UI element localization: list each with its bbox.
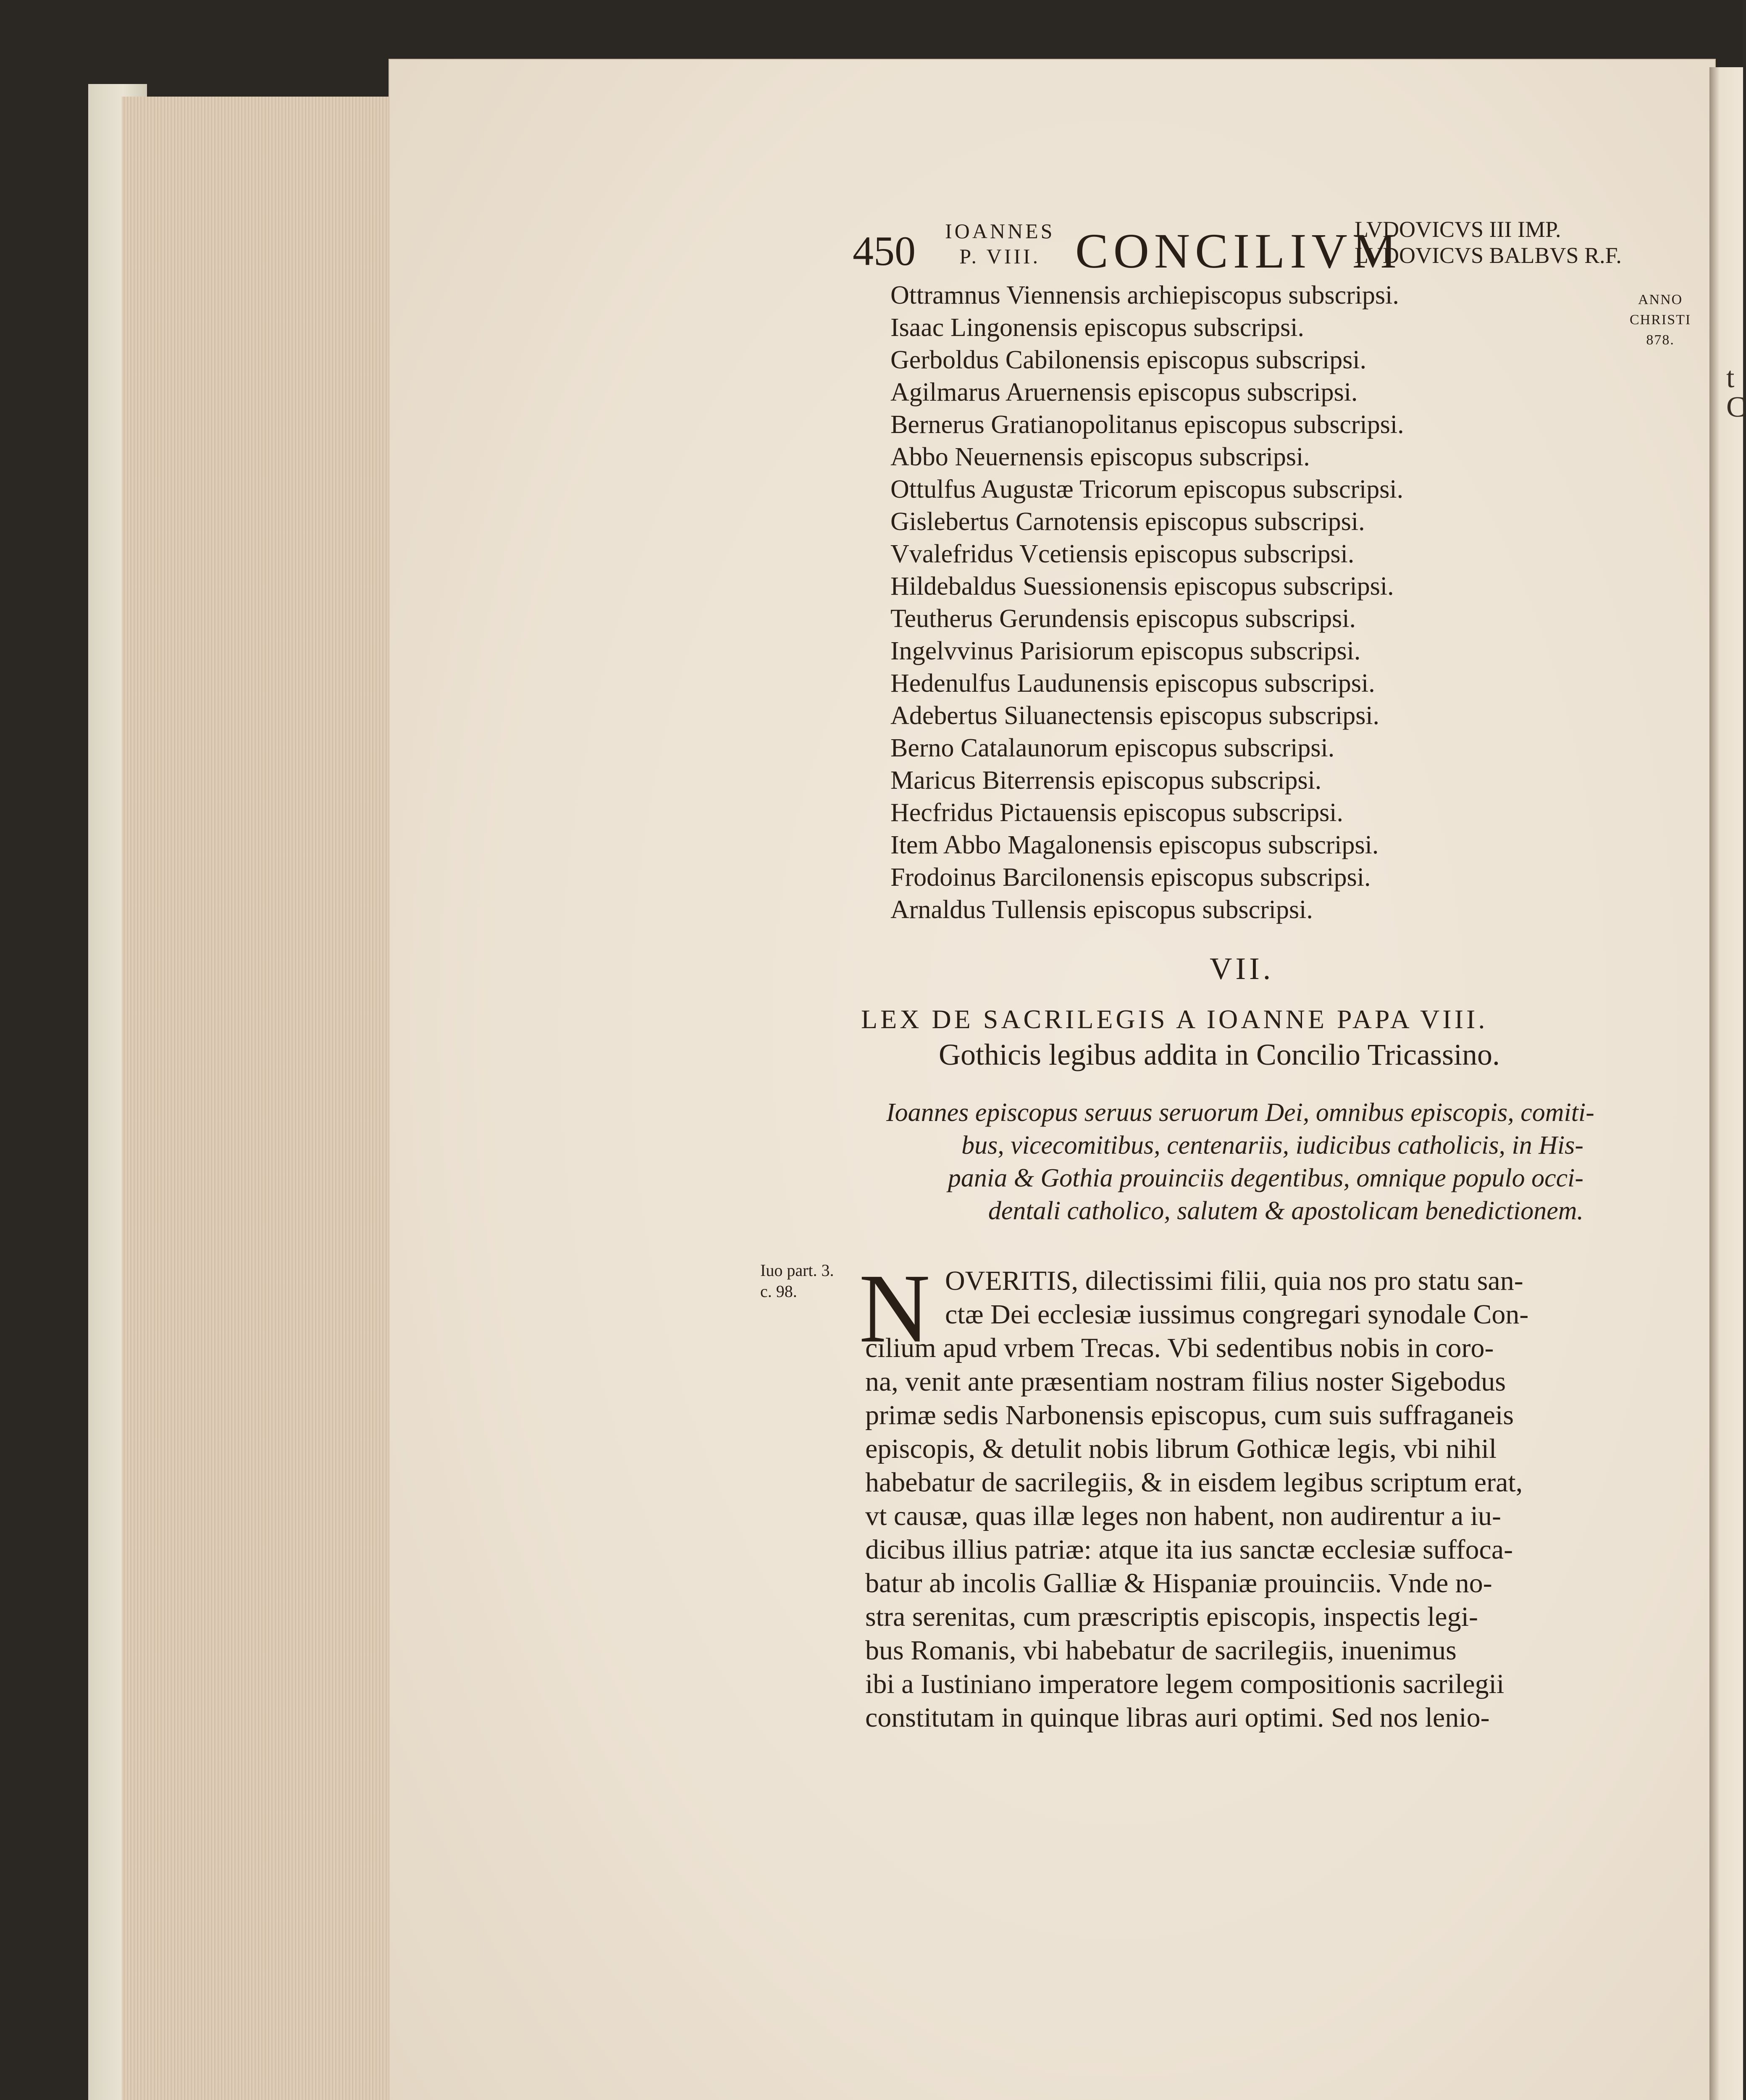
- address-line: dentali catholico, salutem & apostolicam benedictionem.: [988, 1197, 1583, 1225]
- signature-line: Adebertus Siluanectensis episcopus subscripsi.: [890, 701, 1380, 730]
- signature-line: Arnaldus Tullensis episcopus subscripsi.: [890, 895, 1313, 924]
- section-subtitle: Gothicis legibus addita in Concilio Tricassino.: [939, 1038, 1500, 1071]
- running-head-right-line1: LVDOVICVS III IMP.: [1355, 217, 1561, 242]
- body-line: batur ab incolis Galliæ & Hispaniæ prouinciis. Vnde no-: [865, 1568, 1492, 1599]
- address-line: Ioannes episcopus seruus seruorum Dei, omnibus episcopis, comiti-: [886, 1098, 1594, 1127]
- signature-line: Abbo Neuernensis episcopus subscripsi.: [890, 443, 1310, 471]
- signature-line: Teutherus Gerundensis episcopus subscripsi.: [890, 604, 1356, 633]
- signature-line: Hildebaldus Suessionensis episcopus subscripsi.: [890, 572, 1394, 601]
- body-line: ctæ Dei ecclesiæ iussimus congregari synodale Con-: [945, 1299, 1529, 1330]
- running-head-right-line2: LVDOVICVS BALBVS R.F.: [1355, 243, 1622, 268]
- margin-year-line1: ANNO: [1638, 292, 1683, 307]
- facing-page-sliver: [1709, 67, 1746, 2100]
- margin-year-line3: 878.: [1646, 332, 1675, 348]
- page-number: 450: [853, 228, 916, 274]
- margin-reference: [760, 1260, 834, 1302]
- body-line: habebatur de sacrilegiis, & in eisdem legibus scriptum erat,: [865, 1467, 1523, 1498]
- running-head-right: [1355, 216, 1622, 268]
- address-line: pania & Gothia prouinciis degentibus, omnique populo occi-: [948, 1164, 1583, 1192]
- signature-line: Vvalefridus Vcetiensis episcopus subscripsi.: [890, 540, 1355, 568]
- signature-line: Item Abbo Magalonensis episcopus subscripsi.: [890, 831, 1379, 859]
- running-head-left-line1: IOANNES: [945, 219, 1055, 243]
- body-line: constitutam in quinque libras auri optimi. Sed nos lenio-: [865, 1702, 1490, 1733]
- running-head-title: CONCILIVM: [1075, 223, 1402, 278]
- body-line: stra serenitas, cum præscriptis episcopis, inspectis legi-: [865, 1601, 1478, 1632]
- body-line: episcopis, & detulit nobis librum Gothicæ legis, vbi nihil: [865, 1433, 1497, 1464]
- running-head-left: [945, 218, 1055, 269]
- papal-address: [886, 1096, 1594, 1227]
- signature-line: Bernerus Gratianopolitanus episcopus subscripsi.: [890, 410, 1404, 439]
- drop-cap: N: [859, 1254, 930, 1363]
- section-number: VII.: [1210, 952, 1274, 986]
- signature-line: Isaac Lingonensis episcopus subscripsi.: [890, 313, 1304, 342]
- body-paragraph: [865, 1264, 1528, 1735]
- signature-line: Ottulfus Augustæ Tricorum episcopus subscripsi.: [890, 475, 1404, 504]
- section-title: LEX DE SACRILEGIS A IOANNE PAPA VIII.: [861, 1004, 1488, 1034]
- stacked-page-edges: [122, 97, 392, 2100]
- margin-reference-line1: Iuo part. 3.: [760, 1261, 834, 1280]
- signature-list: [890, 279, 1404, 926]
- signature-line: Gerboldus Cabilonensis episcopus subscripsi.: [890, 346, 1367, 374]
- body-line: vt causæ, quas illæ leges non habent, non audirentur a iu-: [865, 1501, 1502, 1531]
- body-line: ibi a Iustiniano imperatore legem compositionis sacrilegii: [865, 1669, 1504, 1699]
- margin-year-line2: CHRISTI: [1630, 312, 1691, 328]
- body-line: bus Romanis, vbi habebatur de sacrilegiis, inuenimus: [865, 1635, 1457, 1666]
- signature-line: Hedenulfus Laudunensis episcopus subscripsi.: [890, 669, 1375, 698]
- signature-line: Hecfridus Pictauensis episcopus subscripsi.: [890, 798, 1343, 827]
- signature-line: Ottramnus Viennensis archiepiscopus subscripsi.: [890, 281, 1399, 310]
- facing-page-letter: C: [1726, 391, 1746, 423]
- margin-year-note: [1630, 290, 1691, 350]
- body-line: cilium apud vrbem Trecas. Vbi sedentibus nobis in coro-: [865, 1333, 1494, 1363]
- signature-line: Berno Catalaunorum episcopus subscripsi.: [890, 734, 1335, 762]
- signature-line: Frodoinus Barcilonensis episcopus subscripsi.: [890, 863, 1371, 892]
- body-line: na, venit ante præsentiam nostram filius noster Sigebodus: [865, 1366, 1506, 1397]
- body-line: OVERITIS, dilectissimi filii, quia nos pro statu san-: [945, 1265, 1523, 1296]
- body-line: dicibus illius patriæ: atque ita ius sanctæ ecclesiæ suffoca-: [865, 1534, 1513, 1565]
- address-line: bus, vicecomitibus, centenariis, iudicibus catholicis, in His-: [961, 1131, 1583, 1160]
- body-line: primæ sedis Narbonensis episcopus, cum suis suffraganeis: [865, 1400, 1514, 1431]
- signature-line: Agilmarus Aruernensis episcopus subscripsi.: [890, 378, 1358, 407]
- signature-line: Gislebertus Carnotensis episcopus subscripsi.: [890, 507, 1365, 536]
- margin-reference-line2: c. 98.: [760, 1282, 797, 1301]
- signature-line: Maricus Biterrensis episcopus subscripsi.: [890, 766, 1322, 795]
- running-head-left-line2: P. VIII.: [959, 244, 1041, 268]
- signature-line: Ingelvvinus Parisiorum episcopus subscripsi.: [890, 637, 1361, 665]
- facing-page-letter: t: [1726, 362, 1735, 394]
